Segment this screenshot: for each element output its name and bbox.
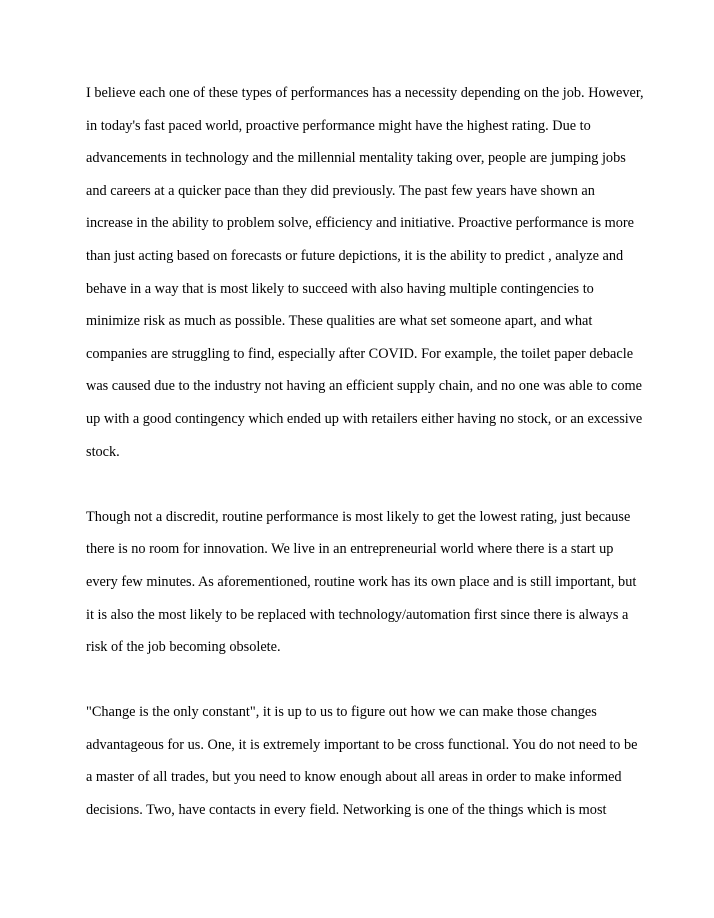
paragraph-routine-performance	[86, 504, 646, 667]
text-line: companies are struggling to find, especially after COVID. For example, the toilet paper debacle	[86, 345, 634, 362]
text-line: increase in the ability to problem solve, efficiency and initiative. Proactive performance is more	[86, 215, 634, 232]
text-line: decisions. Two, have contacts in every field. Networking is one of the things which is most	[86, 802, 607, 819]
text-line: it is also the most likely to be replaced with technology/automation first since there is always a	[86, 606, 629, 623]
text-line: risk of the job becoming obsolete.	[86, 639, 281, 656]
text-line: up with a good contingency which ended up with retailers either having no stock, or an excessive	[86, 410, 643, 427]
paragraph-spacer	[86, 471, 646, 504]
text-line: "Change is the only constant", it is up to us to figure out how we can make those changes	[86, 704, 597, 721]
text-line: in today's fast paced world, proactive performance might have the highest rating. Due to	[86, 117, 591, 134]
text-line: was caused due to the industry not having an efficient supply chain, and no one was able to come	[86, 378, 642, 395]
paragraph-change-constant	[86, 699, 646, 829]
text-line: than just acting based on forecasts or future depictions, it is the ability to predict , analyze and	[86, 247, 624, 264]
text-line: Though not a discredit, routine performance is most likely to get the lowest rating, just because	[86, 508, 631, 525]
text-line: stock.	[86, 443, 120, 460]
paragraph-proactive-performance	[86, 80, 646, 471]
text-line: and careers at a quicker pace than they did previously. The past few years have shown an	[86, 182, 595, 199]
text-line: every few minutes. As aforementioned, routine work has its own place and is still important, but	[86, 573, 637, 590]
text-line: advantageous for us. One, it is extremely important to be cross functional. You do not need to be	[86, 736, 638, 753]
paragraph-spacer	[86, 667, 646, 700]
text-line: a master of all trades, but you need to know enough about all areas in order to make informed	[86, 769, 622, 786]
text-line: minimize risk as much as possible. These qualities are what set someone apart, and what	[86, 313, 593, 330]
text-line: advancements in technology and the millennial mentality taking over, people are jumping jobs	[86, 150, 626, 167]
document-body	[86, 80, 646, 830]
text-line: I believe each one of these types of performances has a necessity depending on the job. However,	[86, 85, 644, 101]
text-line: there is no room for innovation. We live in an entrepreneurial world where there is a start up	[86, 541, 614, 558]
text-line: behave in a way that is most likely to succeed with also having multiple contingencies to	[86, 280, 594, 297]
